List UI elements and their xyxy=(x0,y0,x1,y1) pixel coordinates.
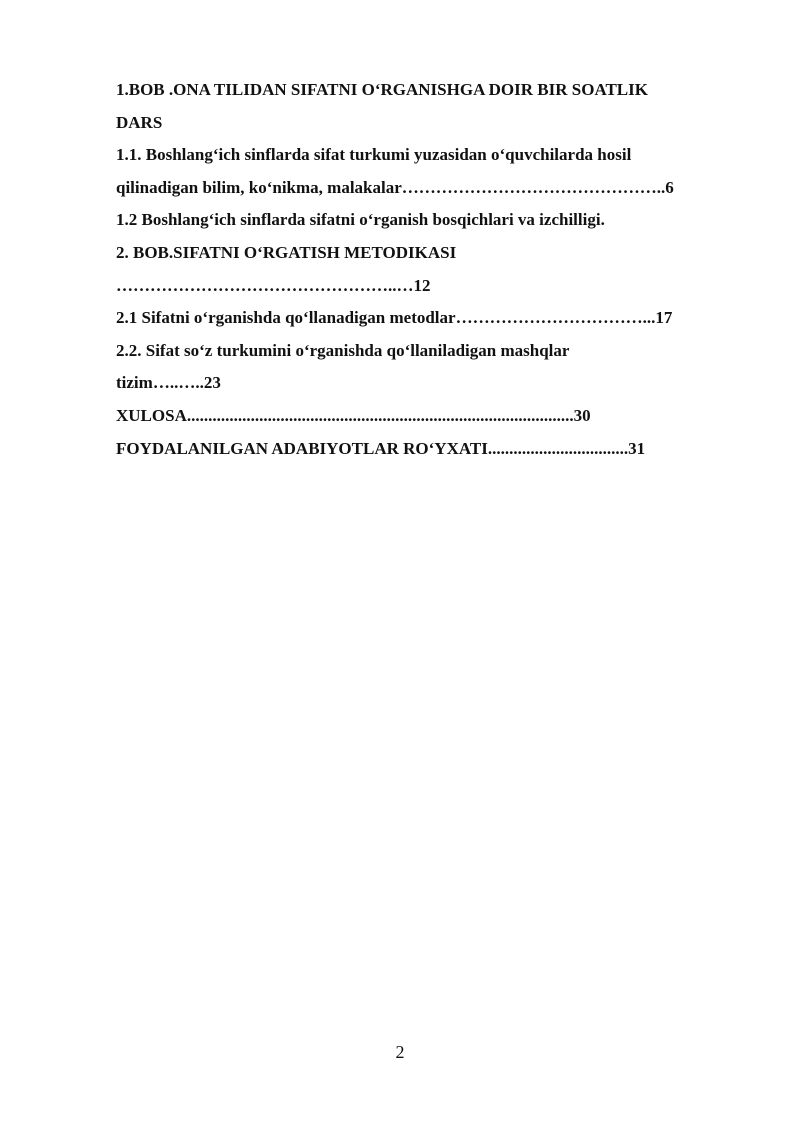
toc-section-1-2-title: 1.2 Boshlang‘ich sinflarda sifatni o‘rganish bosqichlari va izchilligi. xyxy=(116,210,605,230)
toc-chapter-2-title: 2. BOB.SIFATNI O‘RGATISH METODIKASI xyxy=(116,242,457,262)
toc-chapter-2-leader: …………………………………………..…12 xyxy=(116,275,431,295)
toc-section-2-2-title: 2.2. Sifat so‘z turkumini o‘rganishda qo‘llaniladigan mashqlar xyxy=(116,340,570,360)
toc-bibliography: FOYDALANILGAN ADABIYOTLAR RO‘YXATI.................................31 xyxy=(116,438,646,458)
toc-chapter-1-title: 1.BOB .ONA TILIDAN SIFATNI O‘RGANISHGA DOIR BIR SOATLIK xyxy=(116,80,648,99)
toc-section-2-1-title: 2.1 Sifatni o‘rganishda qo‘llanadigan metodlar……………………………...17 xyxy=(116,308,673,328)
toc-chapter-1-title-continued: DARS xyxy=(116,112,163,132)
toc-conclusion: XULOSA...........................................................................................30 xyxy=(116,405,591,425)
toc-section-2-2-title-continued: tizim…..…..23 xyxy=(116,373,221,393)
toc-section-1-1-title-continued: qilinadigan bilim, ko‘nikma, malakalar………………………………………..6 xyxy=(116,177,674,197)
table-of-contents xyxy=(116,74,746,465)
page-number: 2 xyxy=(395,1042,405,1062)
toc-section-1-1-title: 1.1. Boshlang‘ich sinflarda sifat turkumi yuzasidan o‘quvchilarda hosil xyxy=(116,145,632,165)
